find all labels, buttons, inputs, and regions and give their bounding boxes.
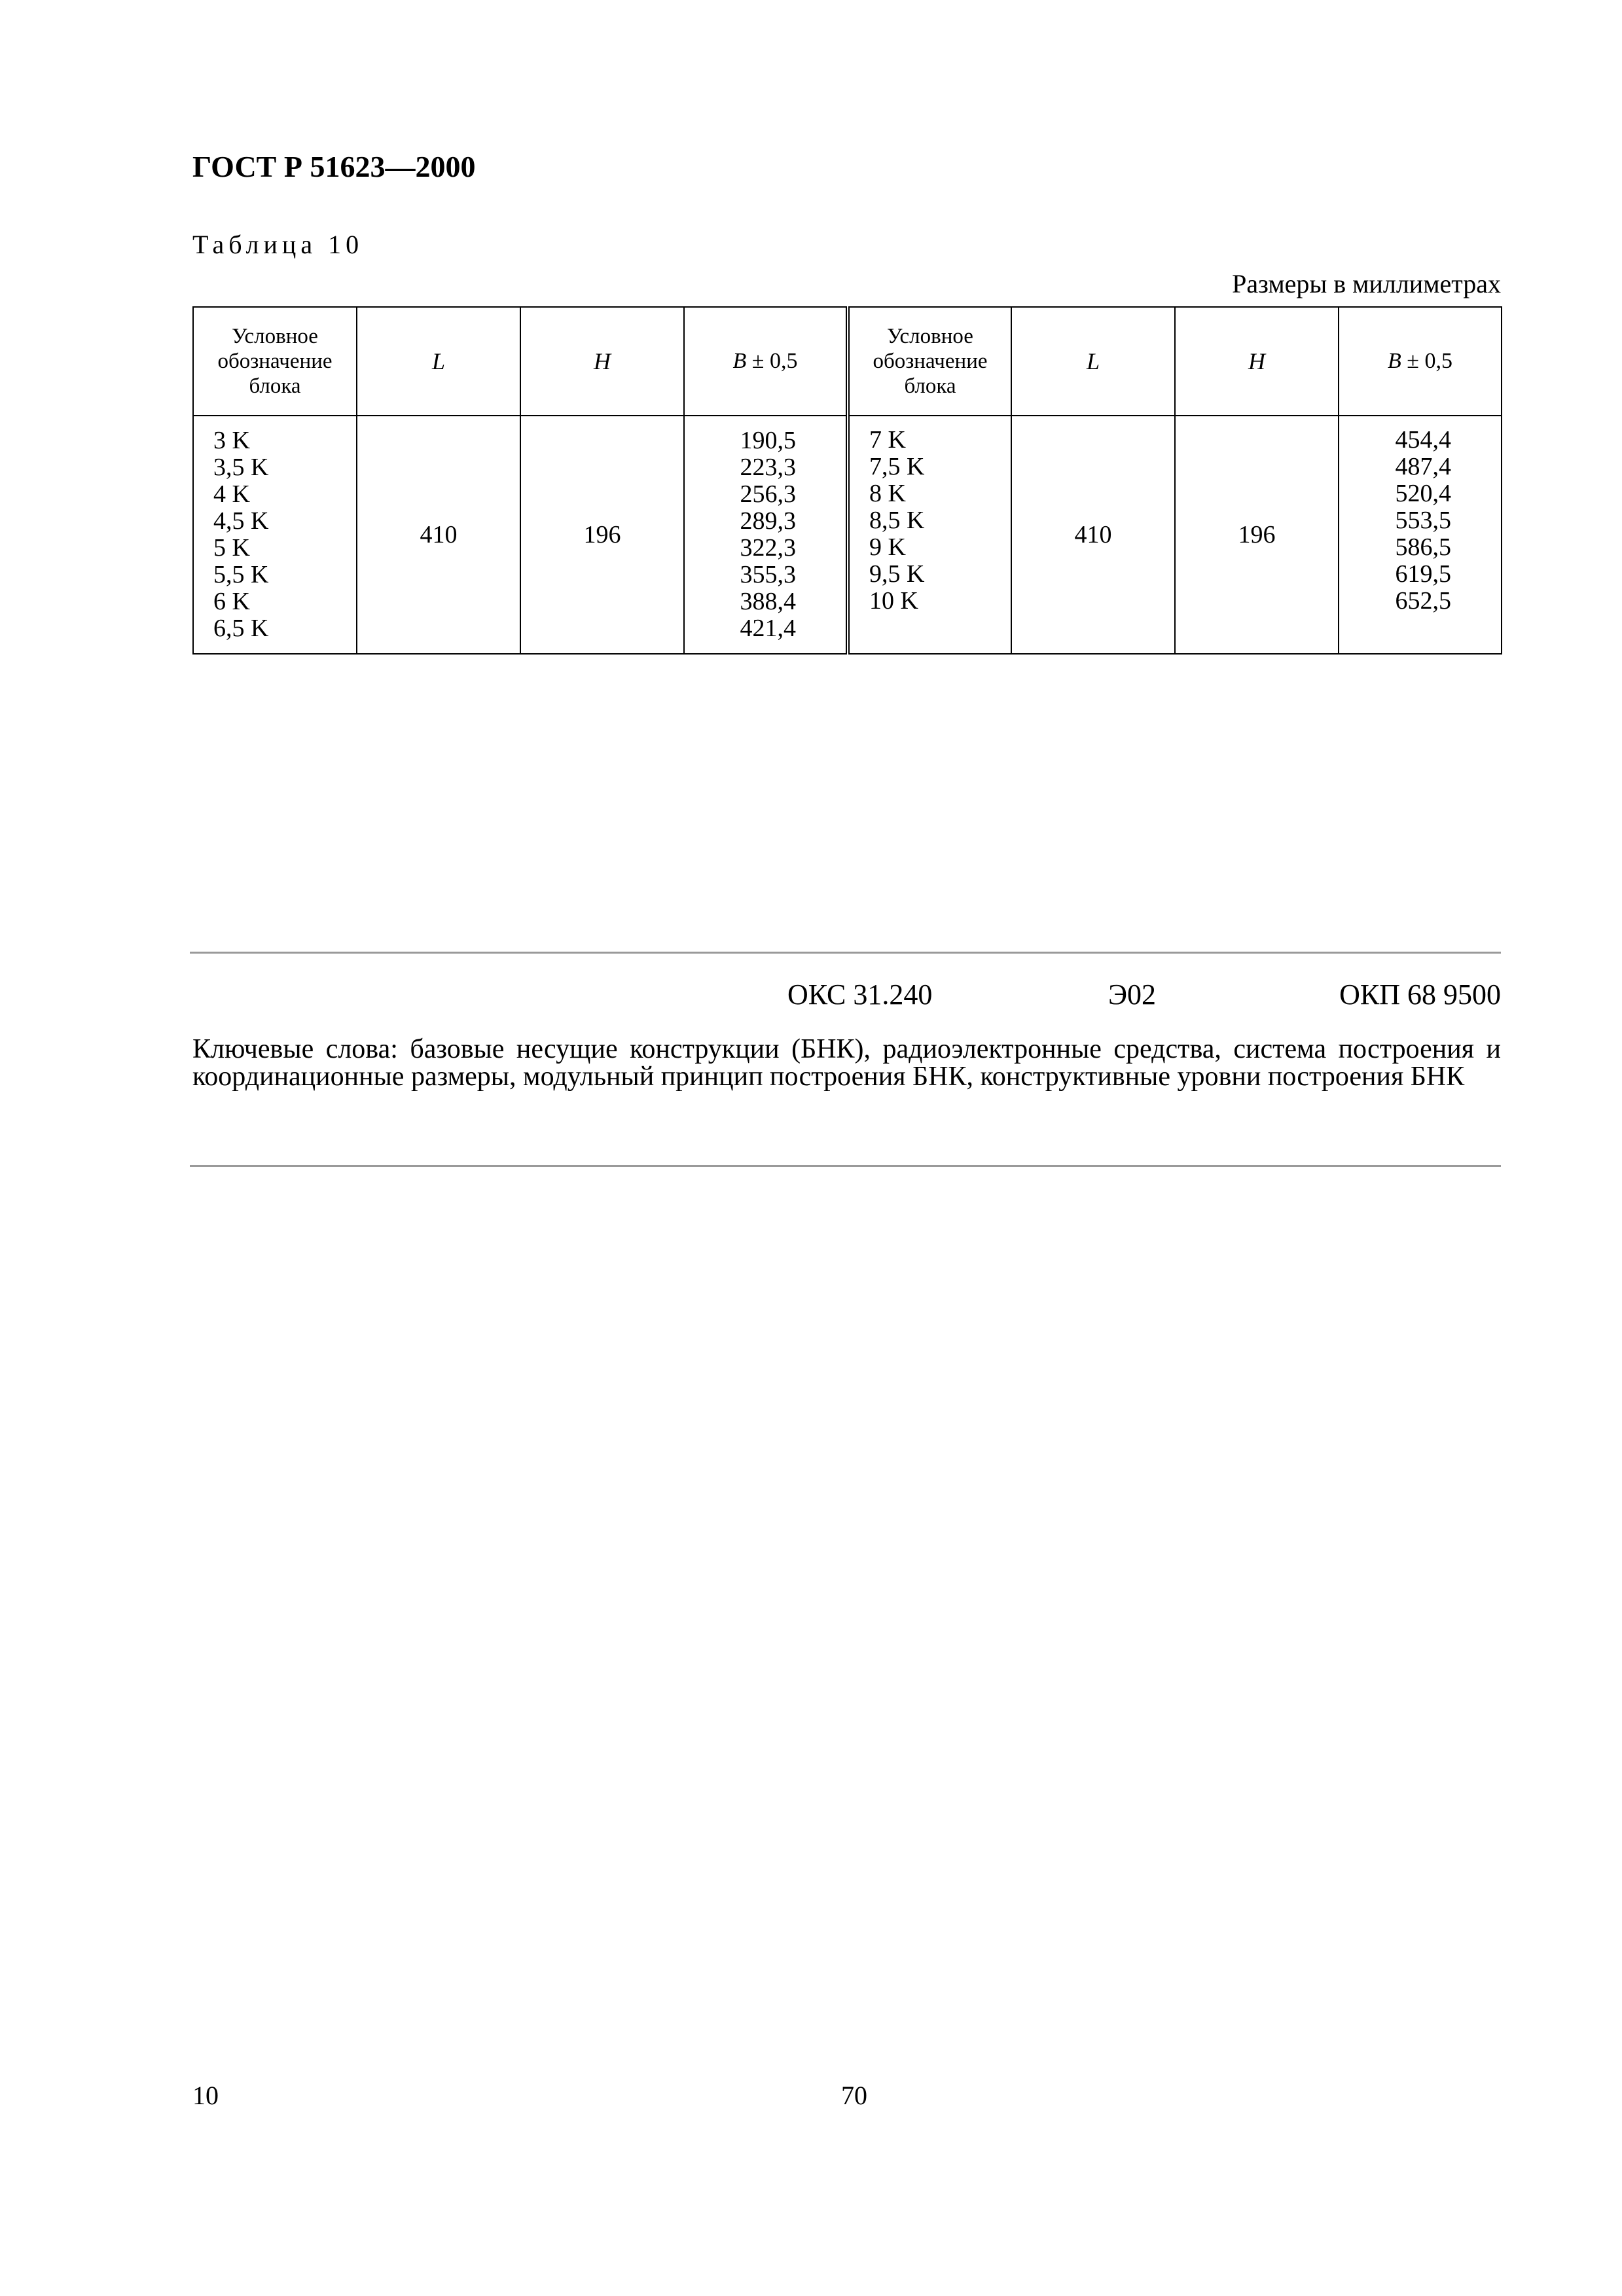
header-B-letter: B xyxy=(732,349,747,373)
left-B-cell xyxy=(684,416,848,654)
list-item: 5 K xyxy=(213,534,250,562)
right-B-list xyxy=(1339,427,1501,615)
list-item: 652,5 xyxy=(1395,587,1451,615)
left-B-list xyxy=(685,427,846,642)
header-B xyxy=(684,307,848,416)
list-item: 190,5 xyxy=(740,427,796,454)
oks-code: ОКС 31.240 xyxy=(787,978,933,1011)
table-row xyxy=(193,416,1502,654)
list-item: 8 K xyxy=(869,480,906,507)
header-symbol: Условное обозначение блока xyxy=(193,307,357,416)
keywords-paragraph: Ключевые слова: базовые несущие конструкции (БНК), радиоэлектронные средства, система построения и координационные размеры, модульный принцип построения БНК, конструктивные уровни построения БНК xyxy=(192,1034,1501,1092)
list-item: 223,3 xyxy=(740,454,796,481)
divider-bottom xyxy=(190,1165,1501,1167)
dimensions-table xyxy=(192,306,1502,655)
units-note: Размеры в миллиметрах xyxy=(1232,269,1501,298)
table-header-row xyxy=(193,307,1502,416)
list-item: 289,3 xyxy=(740,507,796,535)
header-L-right: L xyxy=(1011,307,1175,416)
list-item: 355,3 xyxy=(740,561,796,588)
header-H: H xyxy=(520,307,684,416)
header-H-right: H xyxy=(1175,307,1339,416)
list-item: 5,5 K xyxy=(213,561,269,588)
list-item: 8,5 K xyxy=(869,507,925,534)
left-H-value: 196 xyxy=(520,416,684,654)
list-item: 9 K xyxy=(869,533,906,561)
right-L-value: 410 xyxy=(1011,416,1175,654)
list-item: 4 K xyxy=(213,480,250,508)
divider-top xyxy=(190,952,1501,954)
right-symbols-list xyxy=(850,427,1011,615)
right-B-cell xyxy=(1339,416,1502,654)
list-item: 322,3 xyxy=(740,534,796,562)
list-item: 7,5 K xyxy=(869,453,925,480)
header-B-tolerance-right: ± 0,5 xyxy=(1401,349,1452,373)
header-B-letter-right: B xyxy=(1388,349,1401,373)
list-item: 520,4 xyxy=(1395,480,1451,507)
list-item: 454,4 xyxy=(1395,426,1451,454)
list-item: 6 K xyxy=(213,588,250,615)
left-symbols-list xyxy=(194,427,356,642)
list-item: 256,3 xyxy=(740,480,796,508)
list-item: 388,4 xyxy=(740,588,796,615)
list-item: 7 K xyxy=(869,426,906,454)
list-item: 6,5 K xyxy=(213,615,269,642)
list-item: 553,5 xyxy=(1395,507,1451,534)
okp-code: ОКП 68 9500 xyxy=(1339,978,1501,1011)
list-item: 4,5 K xyxy=(213,507,269,535)
footer-center-number: 70 xyxy=(841,2081,867,2110)
left-symbols-cell xyxy=(193,416,357,654)
list-item: 421,4 xyxy=(740,615,796,642)
list-item: 619,5 xyxy=(1395,560,1451,588)
list-item: 3 K xyxy=(213,427,250,454)
page-number: 10 xyxy=(192,2081,219,2110)
table-caption: Таблица 10 xyxy=(192,230,364,259)
list-item: 3,5 K xyxy=(213,454,269,481)
document-header: ГОСТ Р 51623—2000 xyxy=(192,150,476,183)
list-item: 586,5 xyxy=(1395,533,1451,561)
right-H-value: 196 xyxy=(1175,416,1339,654)
e-code: Э02 xyxy=(1108,978,1157,1011)
left-L-value: 410 xyxy=(357,416,520,654)
header-B-tolerance: ± 0,5 xyxy=(746,349,798,373)
header-symbol-right: Условное обозначение блока xyxy=(848,307,1011,416)
header-L: L xyxy=(357,307,520,416)
list-item: 9,5 K xyxy=(869,560,925,588)
right-symbols-cell xyxy=(848,416,1011,654)
list-item: 10 K xyxy=(869,587,918,615)
list-item: 487,4 xyxy=(1395,453,1451,480)
header-B-right xyxy=(1339,307,1502,416)
